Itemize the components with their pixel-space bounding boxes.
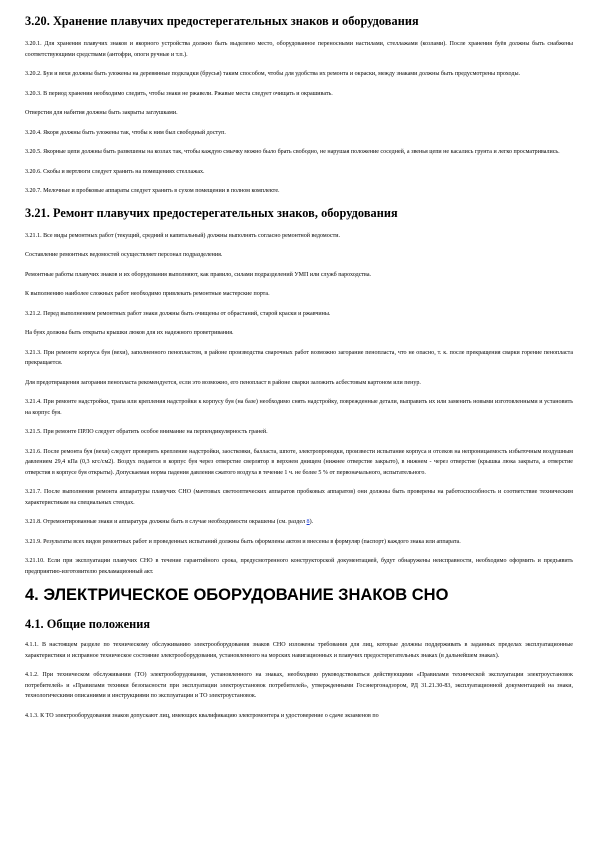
paragraph: 4.1.2. При техническом обслуживании (ТО) электрооборудования, установленного на знаках, необходимо руководствоваться действующими «Правилами технической эксплуатации электроустановок потребителей» и «Правилами техники безопасности при эксплуатации электроустановок потребителей», утвержденными Госэнергонадзором, РД 31.21.30-83, эксплуатационной документацией на знаки, технологическими описаниями и инструкциями по эксплуатации и ТО электроустановок. [25,672,573,699]
heading-4-1: 4.1. Общие положения [25,617,151,631]
paragraph: 3.21.3. При ремонте корпуса буя (вехи), заполненного пенопластом, в районе производства сварочных работ возможно загорание пенопласта, что не опасно, т. к. после прекращения сварки горение пенопласта прекращается. [25,349,573,366]
paragraph-text: 3.21.8. Отремонтированные знаки и аппаратура должны быть в случае необходимости окрашены (см. раздел [25,519,307,525]
paragraph-text: ). [309,519,314,525]
paragraph: Отверстия для набития должны быть закрыты заглушками. [25,110,178,116]
paragraph: 3.21.5. При ремонте ПРЛО следует обратить особое внимание на перпендикулярность граней. [25,429,268,435]
paragraph: 3.20.2. Буи и вехи должны быть уложены на деревянные подкладки (брусья) таким способом, чтобы для удобства их ремонта и окраски, между знаками должны быть предусмотрены проходы. [25,71,521,77]
paragraph: К выполнению наиболее сложных работ необходимо привлекать ремонтные мастерские порта. [25,291,270,297]
paragraph: Для предотвращения загорания пенопласта рекомендуется, если это возможно, его пенопласт в районе сварки заложить асбестовым картоном или пенур. [25,379,421,386]
paragraph: 3.21.6. После ремонта буя (вехи) следует проверить крепление надстройки, заостковки, балласта, шпоте, электропроводки, произвести испытание корпуса и отсеков на непроницаемость избыточным воздушным давлением 29,4 кПа (0,3 кгс/см2). Воздух подается в корпус буя через отверстие сверлятор в верхнем днищем (нижнее отверстие закрыто), в нижнем - через отверстие (крышка люка закрыта, а отверстие отверстия в корпусе буя открыты). Допускаемая норма падения давления сжатого воздуха в течение 1 ч. не более 5 % от первоначального, испытательного. [25,448,573,476]
paragraph: Составление ремонтных ведомостей осуществляет персонал подразделения. [25,252,223,258]
heading-chapter-4: 4. ЭЛЕКТРИЧЕСКОЕ ОБОРУДОВАНИЕ ЗНАКОВ СНО [25,586,449,604]
paragraph: 3.20.7. Мелочные и пробковые аппараты следует хранить в сухом помещении в полном комплекте. [25,188,280,194]
paragraph: 3.21.2. Перед выполнением ремонтных работ знаки должны быть очищены от обрастаний, старой краски и ржавчины. [25,310,331,317]
paragraph: Ремонтные работы плавучих знаков и их оборудования выполняют, как правило, силами подразделений УМП или служб пароходства. [25,271,372,278]
paragraph: 3.21.4. При ремонте надстройки, трапа или крепления надстройки к корпусу буя (на базе) необходимо снять надстройку, поврежденные детали, выправить их или заменить новыми изготовленными и установить на корпус буя. [25,399,573,416]
paragraph: 3.20.1. Для хранения плавучих знаков и якорного устройства должно быть выделено место, оборудованное переносными настилами, стеллажами (козлами). После хранения буёв должны быть снабжены соответствующими средствами (антофри, опоги ручные и т.п.). [25,41,573,58]
paragraph: 3.21.10. Если при эксплуатации плавучих СНО в течение гарантийного срока, предусмотренного конструкторской документацией, будут обнаружены неисправности, необходимо оформить и предъявить предприятию-изготовителю рекламационный акт. [25,558,573,575]
paragraph: 3.20.4. Якоря должны быть уложены так, чтобы к ним был свободный доступ. [25,129,226,136]
paragraph [25,517,573,528]
paragraph: 4.1.3. К ТО электрооборудования знаков допускают лиц, имеющих квалификацию электромонтера и удостоверение о сдаче экзаменов по [25,712,379,719]
paragraph: На буях должны быть открыты крышки люков для их надежного проветривания. [25,330,234,336]
paragraph: 3.20.6. Скобы и вертлюги следует хранить на помещениях стеллажах. [25,168,205,175]
heading-3-20: 3.20. Хранение плавучих предостерегательных знаков и оборудования [25,14,419,28]
paragraph: 3.21.7. После выполнения ремонта аппаратуры плавучих СНО (мачтовых светооптических аппаратов пробковых аппаратов) они должны быть проверены на работоспособность и соответствие техническим характеристикам на специальных стендах. [25,489,573,506]
paragraph: 3.21.9. Результаты всех видов ремонтных работ и проведенных испытаний должны быть оформлены актом и внесены в формуляр (паспорт) каждого знака или аппарата. [25,538,461,545]
paragraph: 3.20.5. Якорные цепи должны быть развешены на козлах так, чтобы каждую смычку можно было брать свободно, не нарушая положение соседней, а звенья цепи не касались грунта и легко просматривались. [25,149,560,155]
section-link[interactable]: 8 [306,519,310,525]
paragraph: 3.21.1. Все виды ремонтных работ (текущий, средний и капитальный) должны выполнять согласно ремонтной ведомости. [25,232,340,239]
paragraph: 4.1.1. В настоящем разделе по техническому обслуживанию электрооборудования знаков СНО изложены требования для лиц, которые должны поддерживать в заданных пределах эксплуатационные характеристики и исправное техническое состояние электрооборудования, установленного на морских навигационных и плавучих предостерегательных знаках (в дальнейшем знаках). [25,642,573,659]
heading-3-21: 3.21. Ремонт плавучих предостерегательных знаков, оборудования [25,205,398,220]
paragraph: 3.20.3. В период хранения необходимо следить, чтобы знаки не ржавели. Ржавые места следует очищать и окрашивать. [25,90,333,97]
